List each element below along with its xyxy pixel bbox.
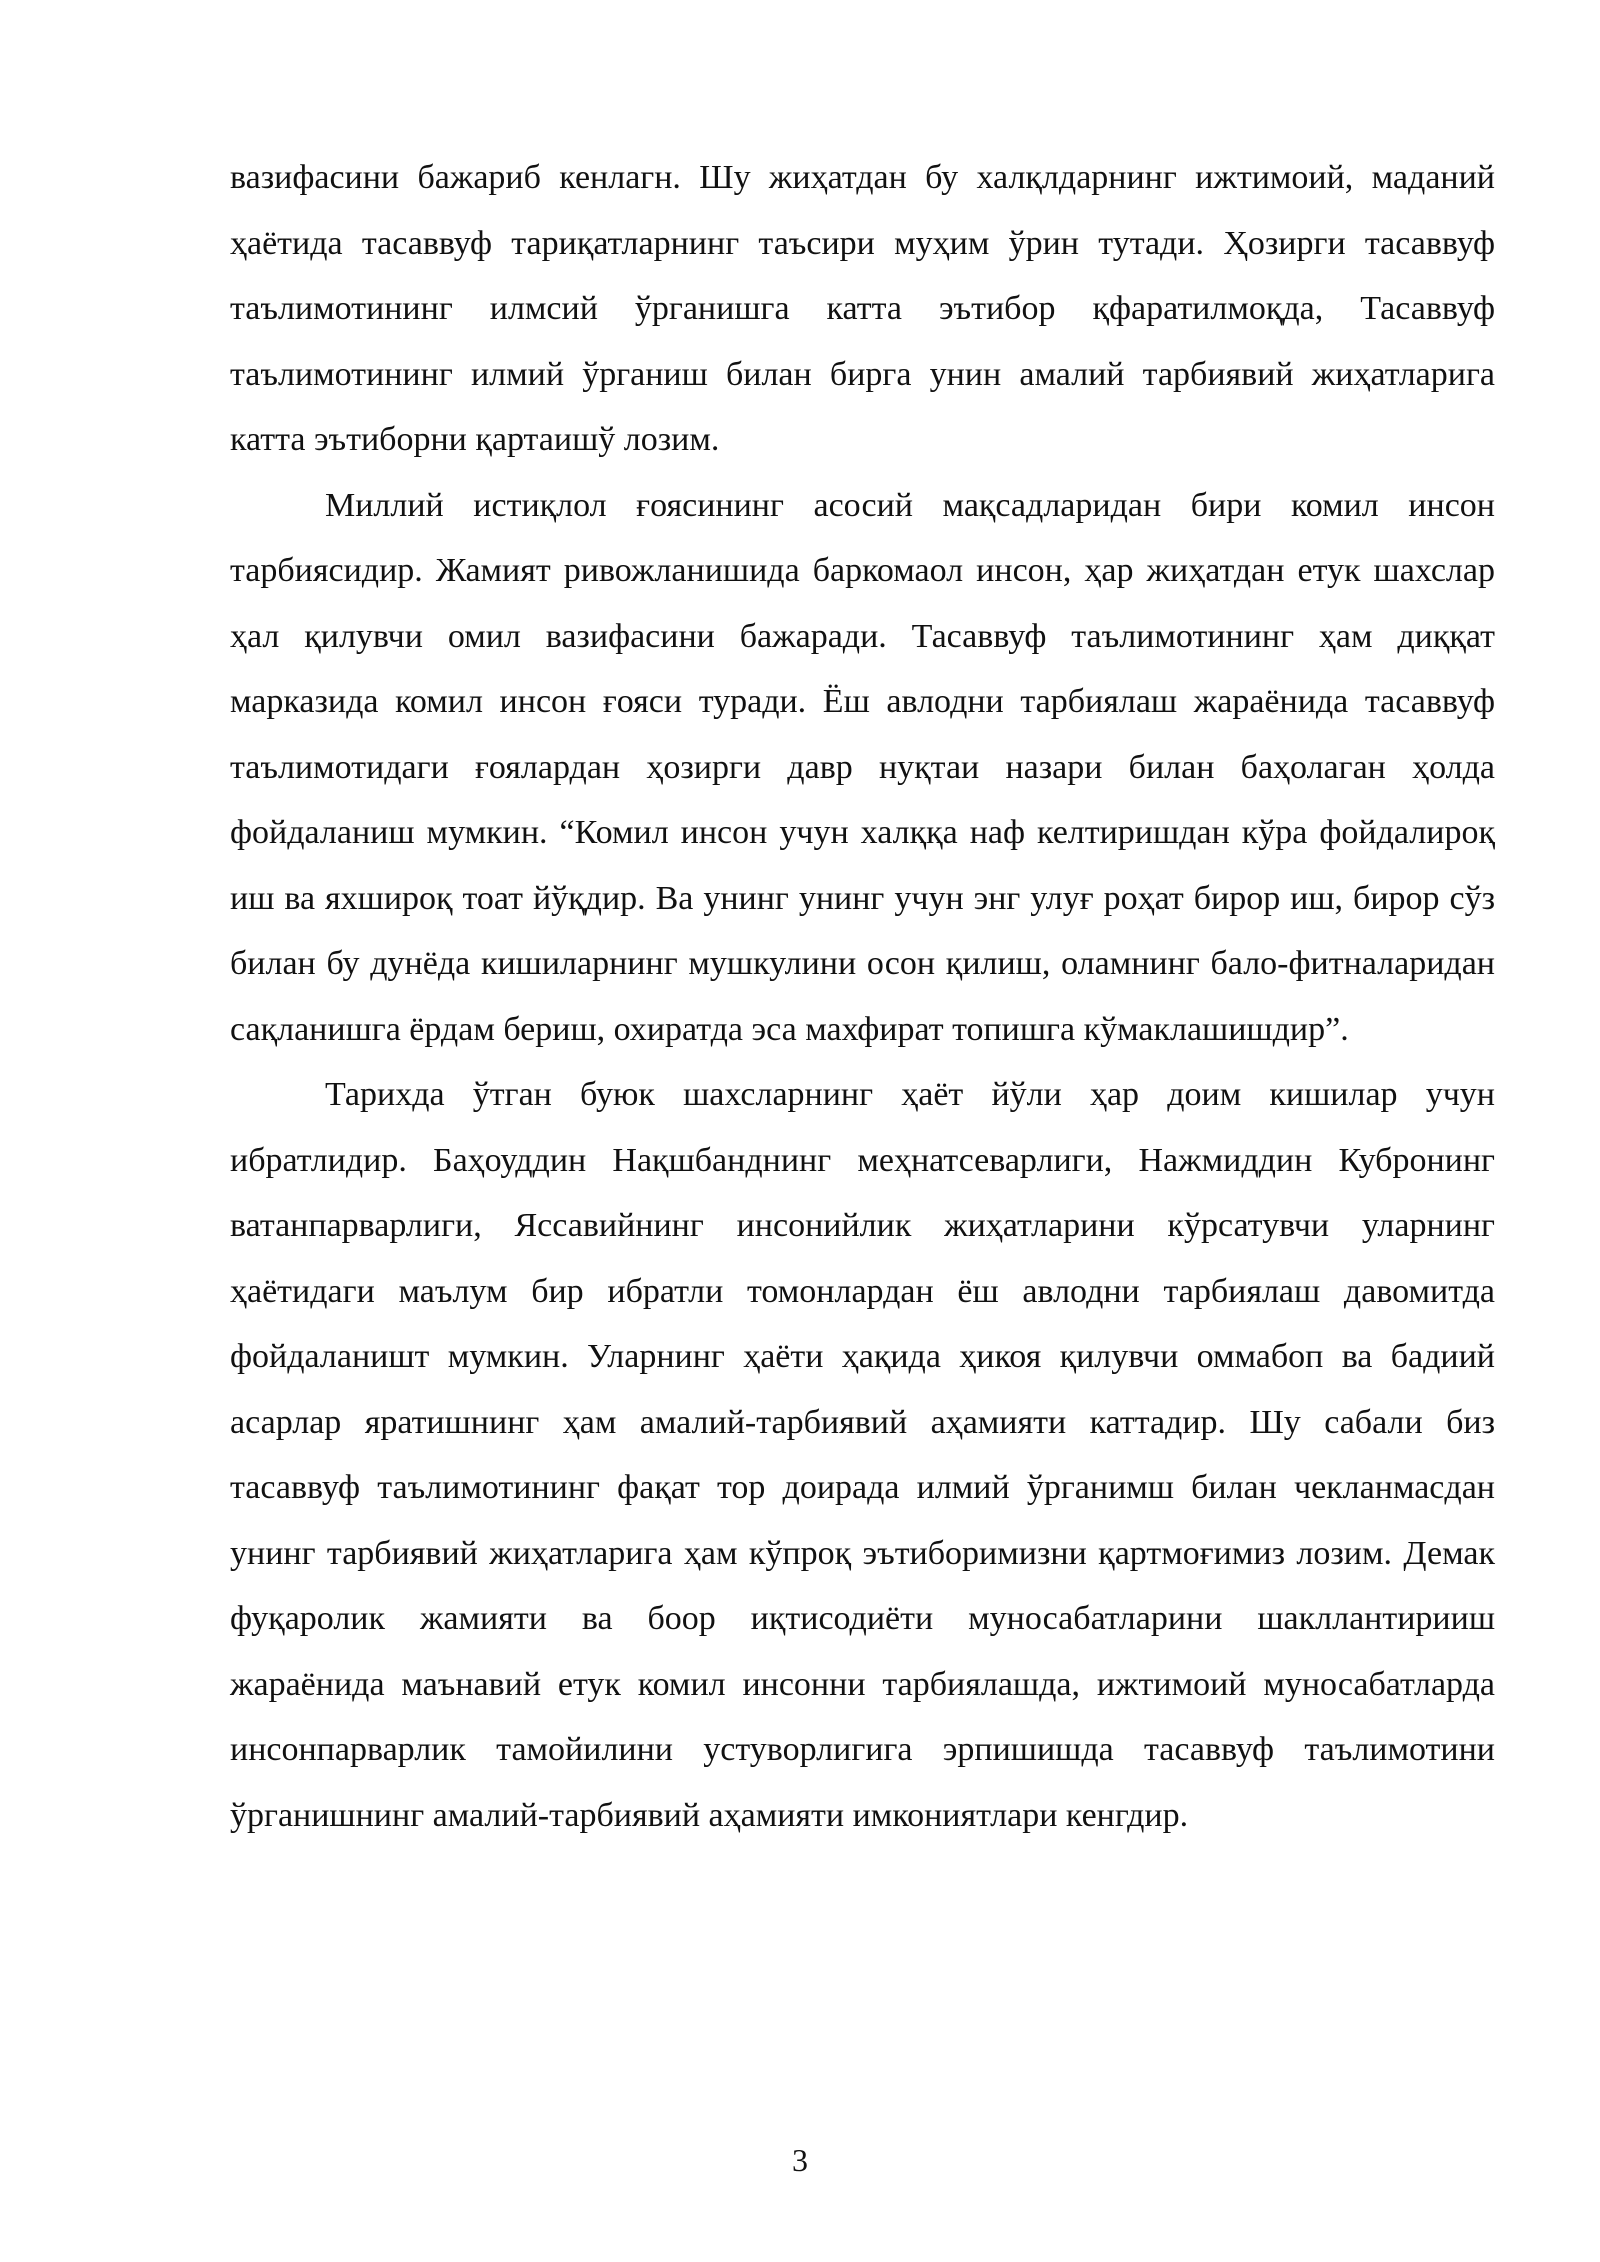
paragraph-national-independence: Миллий истиқлол ғоясининг асосий мақсадларидан бири комил инсон тарбиясидир. Жамият ривожланишида баркомаол инсон, ҳар жиҳатдан етук шахслар ҳал қилувчи омил вазифасини бажаради. Тасаввуф таълимотининг ҳам диққат марказида комил инсон ғояси туради. Ёш авлодни тарбиялаш жараёнида тасаввуф таълимотидаги ғоялардан ҳозирги давр нуқтаи назари билан баҳолаган ҳолда фойдаланиш мумкин. “Комил инсон учун халққа наф келтиришдан кўра фойдалироқ иш ва яхшироқ тоат йўқдир. Ва унинг унинг учун энг улуғ роҳат бирор иш, бирор сўз билан бу дунёда кишиларнинг мушкулини осон қилиш, оламнинг бало-фитналаридан сақланишга ёрдам бериш, охиратда эса махфират топишга кўмаклашишдир”. (230, 486, 1495, 1048)
page-number: 3 (792, 2142, 808, 2178)
paragraph-continuation: вазифасини бажариб кенлагн. Шу жиҳатдан бу халқлдарнинг ижтимоий, маданий ҳаётида тасаввуф тариқатларнинг таъсири муҳим ўрин тутади. Ҳозирги тасаввуф таълимотининг илмсий ўрганишга катта эътибор қфаратилмоқда, Тасаввуф таълимотининг илмий ўрганиш билан бирга унин амалий тарбиявий жиҳатларига катта эътиборни қартаишў лозим. (230, 159, 1495, 458)
document-body (230, 145, 1495, 1848)
paragraph-historical-figures: Тарихда ўтган буюк шахсларнинг ҳаёт йўли ҳар доим кишилар учун ибратлидир. Баҳоуддин Нақшбанднинг меҳнатсеварлиги, Нажмиддин Кубронинг ватанпарварлиги, Яссавийнинг инсонийлик жиҳатларини кўрсатувчи уларнинг ҳаётидаги маълум бир ибратли томонлардан ёш авлодни тарбиялаш давомитда фойдаланишт мумкин. Уларнинг ҳаёти ҳақида ҳикоя қилувчи оммабоп ва бадиий асарлар яратишнинг ҳам амалий-тарбиявий аҳамияти каттадир. Шу сабали биз тасаввуф таълимотининг фақат тор доирада илмий ўрганимш билан чекланмасдан унинг тарбиявий жиҳатларига ҳам кўпроқ эътиборимизни қартмоғимиз лозим. Демак фуқаролик жамияти ва боор иқтисодиёти муносабатларини шакллантирииш жараёнида маънавий етук комил инсонни тарбиялашда, ижтимоий муносабатларда инсонпарварлик тамойилини устуворлигига эрпишишда тасаввуф таълимотини ўрганишнинг амалий-тарбиявий аҳамияти имкониятлари кенгдир. (230, 1076, 1495, 1834)
